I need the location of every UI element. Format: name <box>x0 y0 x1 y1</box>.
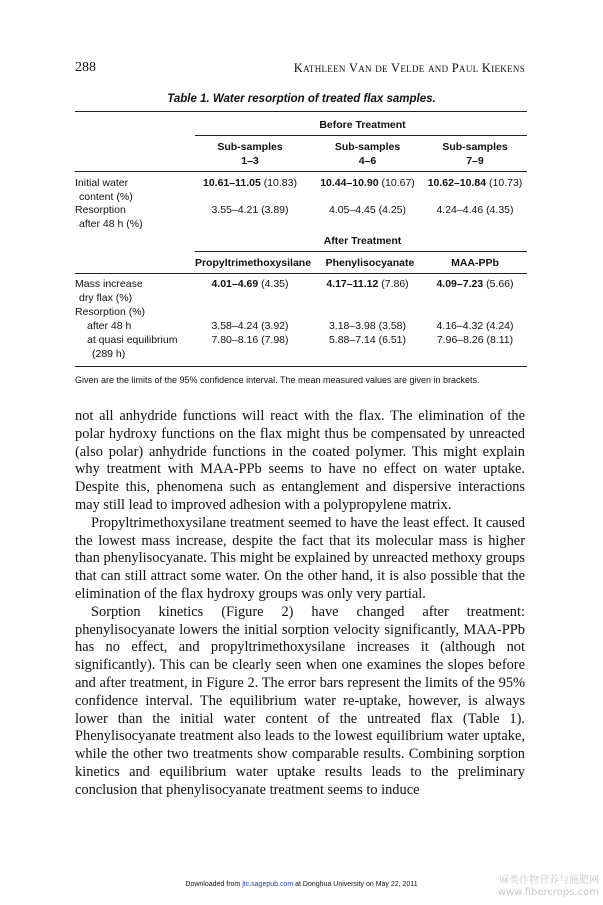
column-header: 7–9 <box>466 155 484 167</box>
table-cell <box>420 278 530 291</box>
table-cell <box>420 334 530 347</box>
cell-mean: (6.51) <box>378 334 407 346</box>
cell-range: 5.88–7.14 <box>328 334 376 346</box>
cell-mean: (7.86) <box>381 278 409 290</box>
row-label: (289 h) <box>92 348 126 360</box>
table-top-rule <box>75 111 527 112</box>
table-cell <box>420 177 530 190</box>
row-label: Resorption <box>75 204 126 216</box>
table-bottom-rule <box>75 366 527 367</box>
watermark <box>498 875 599 899</box>
table-cell <box>190 334 310 347</box>
cell-mean: (3.89) <box>261 204 289 216</box>
cell-mean: (4.35) <box>261 278 289 290</box>
cell-range: 4.01–4.69 <box>211 278 259 290</box>
column-header: Sub-samples <box>442 141 508 153</box>
table-cell <box>310 177 425 190</box>
cell-range: 10.44–10.90 <box>320 177 379 189</box>
paragraph: Propyltrimethoxysilane treatment seemed to have the least effect. It caused the lowest mass increase, despite the fact that its molecular mass is higher than phenylisocyanate. This might be explained by unreacted methoxy groups that can still attract some water. On the other hand, it is also possible that the elimination of the flax hydroxy groups was only very partial. <box>75 514 525 602</box>
table-cell <box>310 204 425 217</box>
cell-mean: (5.66) <box>486 278 514 290</box>
table-note: Given are the limits of the 95% confidence interval. The mean measured values are given in brackets. <box>75 375 480 385</box>
footer-link[interactable]: jtc.sagepub.com <box>242 881 294 888</box>
row-label: dry flax (%) <box>79 292 133 304</box>
row-label: after 48 h (%) <box>79 218 143 230</box>
column-header: 4–6 <box>358 155 377 167</box>
cell-mean: (8.11) <box>486 334 514 346</box>
watermark-line: www.fibercrops.com <box>497 887 599 898</box>
body-text <box>75 408 525 800</box>
column-header: Phenylisocyanate <box>325 257 415 269</box>
cell-range: 7.80–8.16 <box>211 334 259 346</box>
cell-range: 3.55–4.21 <box>211 204 259 216</box>
footer-suffix: at Donghua University on May 22, 2011 <box>293 881 418 888</box>
after-column-rule <box>75 273 527 274</box>
cell-mean: (10.73) <box>489 177 523 189</box>
table-cell <box>190 278 310 291</box>
cell-mean: (3.92) <box>261 320 289 332</box>
row-label: Resorption (%) <box>75 306 146 318</box>
table-cell <box>310 320 425 333</box>
running-head: Kathleen Van de Velde and Paul Kiekens <box>293 61 525 75</box>
table-cell <box>190 204 310 217</box>
footer-prefix: Downloaded from <box>185 881 243 888</box>
column-header: Sub-samples <box>334 141 401 153</box>
cell-mean: (4.25) <box>378 204 407 216</box>
table-cell <box>190 177 310 190</box>
table-cell <box>310 334 425 347</box>
cell-range: 3.18–3.98 <box>328 320 376 332</box>
cell-range: 10.62–10.84 <box>427 177 487 189</box>
row-label: Mass increase <box>75 278 143 290</box>
cell-mean: (4.24) <box>486 320 514 332</box>
before-heading-rule <box>195 135 527 136</box>
after-treatment-heading: After Treatment <box>323 235 402 247</box>
column-header: 1–3 <box>241 155 259 167</box>
watermark-line: 麻类作物营养与施肥网 <box>499 875 599 886</box>
row-label: at quasi equilibrium <box>87 334 178 346</box>
row-label: content (%) <box>79 191 133 203</box>
column-header: MAA-PPb <box>451 257 499 269</box>
cell-range: 4.17–11.12 <box>326 278 379 290</box>
paragraph: Sorption kinetics (Figure 2) have changed after treatment: phenylisocyanate lowers the initial sorption velocity significantly, MAA-PPb has no effect, and propyltrimethoxysilane increases it (although not significantly). This can be clearly seen when one examines the slopes before and after treatment, in Figure 2. The error bars represent the limits of the 95% confidence interval. The equilibrium water re-uptake, however, is always lower than the initial water content of the untreated flax (Table 1). Phenylisocyanate treatment also leads to the lowest equilibrium water uptake, while the other two treatments show comparable results. Combining sorption kinetics and equilibrium water uptake results leads to the preliminary conclusion that phenylisocyanate treatment seems to induce <box>75 603 525 798</box>
cell-range: 4.16–4.32 <box>436 320 484 332</box>
paragraph: not all anhydride functions will react with the flax. The elimination of the polar hydroxy functions on the flax might thus be compensated by unreacted (also polar) anhydride functions in the coated polymer. This might explain why treatment with MAA-PPb seems to have no effect on water uptake. Despite this, phenomena such as entanglement and dispersive interactions may still lead to improved adhesion with a polypropylene matrix. <box>75 408 525 513</box>
cell-mean: (10.83) <box>263 177 297 189</box>
column-header: Propyltrimethoxysilane <box>194 257 312 269</box>
cell-range: 10.61–11.05 <box>202 177 261 189</box>
page-number: 288 <box>75 60 96 75</box>
cell-range: 7.96–8.26 <box>436 334 484 346</box>
table-cell <box>310 278 425 291</box>
table-cell <box>190 320 310 333</box>
cell-mean: (10.67) <box>381 177 415 189</box>
cell-mean: (4.35) <box>486 204 514 216</box>
cell-range: 3.58–4.24 <box>211 320 259 332</box>
table-cell <box>420 204 530 217</box>
table-title: Table 1. Water resorption of treated flax samples. <box>167 93 436 105</box>
row-label: Initial water <box>75 177 129 189</box>
cell-range: 4.09–7.23 <box>436 278 484 290</box>
column-header-rule <box>75 171 527 172</box>
cell-range: 4.05–4.45 <box>328 204 376 216</box>
cell-mean: (7.98) <box>261 334 289 346</box>
table-cell <box>420 320 530 333</box>
column-header: Sub-samples <box>217 141 283 153</box>
after-heading-rule <box>195 251 527 252</box>
before-treatment-heading: Before Treatment <box>319 119 406 131</box>
cell-mean: (3.58) <box>378 320 407 332</box>
row-label: after 48 h <box>87 320 132 332</box>
cell-range: 4.24–4.46 <box>436 204 484 216</box>
